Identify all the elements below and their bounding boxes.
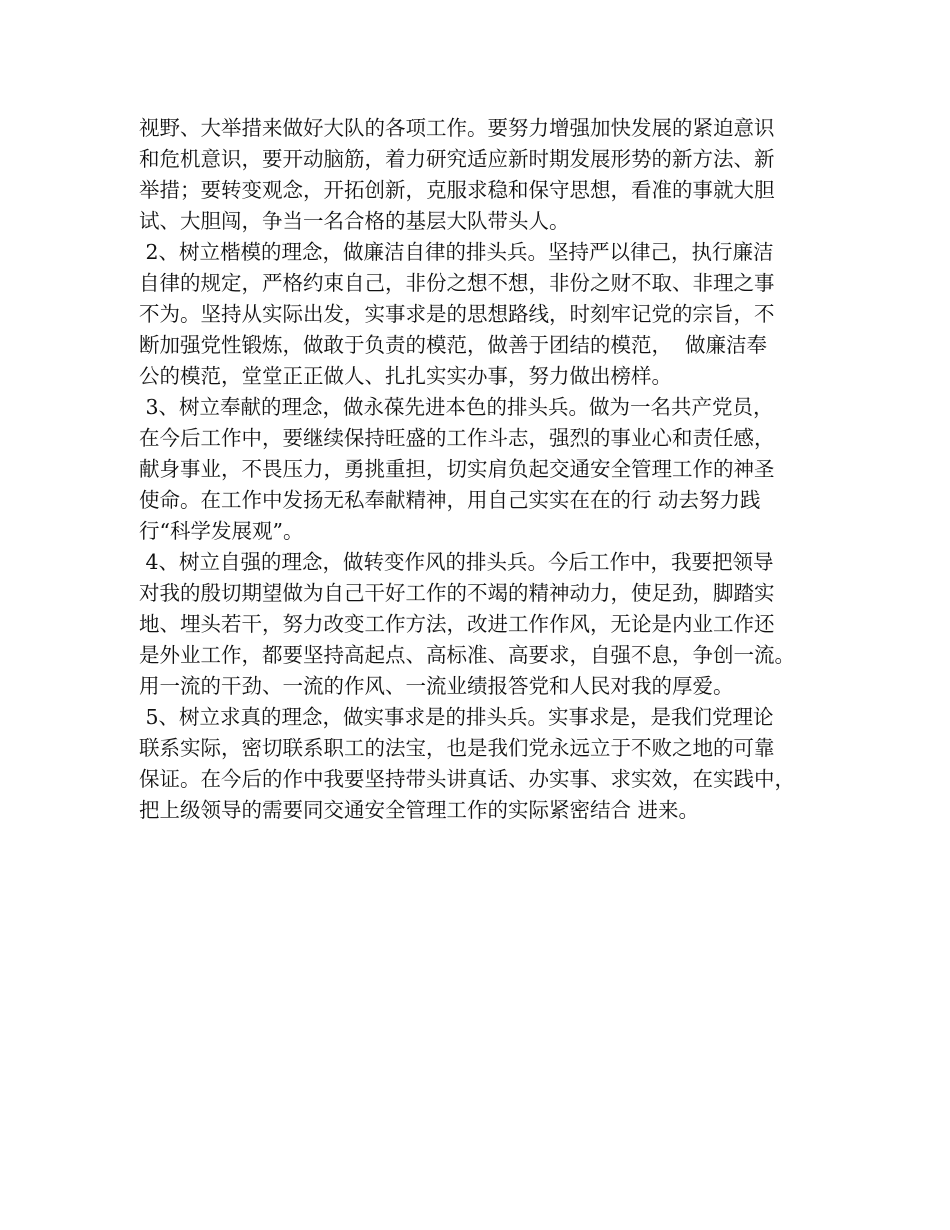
- text-line: 公的模范，堂堂正正做人、扎扎实实办事，努力做出榜样。: [139, 364, 672, 388]
- text-line: 联系实际，密切联系职工的法宝，也是我们党永远立于不败之地的可靠: [139, 736, 775, 760]
- text-line: 把上级领导的需要同交通安全管理工作的实际紧密结合 进来。: [139, 798, 700, 822]
- text-line: 献身事业，不畏压力，勇挑重担，切实肩负起交通安全管理工作的神圣: [139, 457, 775, 481]
- text-line: 2、树立楷模的理念，做廉洁自律的排头兵。坚持严以律己，执行廉洁: [139, 240, 774, 264]
- body-text: [139, 113, 839, 826]
- text-line: 用一流的干劲、一流的作风、一流业绩报答党和人民对我的厚爱。: [139, 674, 734, 698]
- text-line: 试、大胆闯，争当一名合格的基层大队带头人。: [139, 209, 570, 233]
- text-line: 5、树立求真的理念，做实事求是的排头兵。实事求是，是我们党理论: [139, 705, 774, 729]
- text-line: 行“科学发展观”。: [139, 519, 304, 543]
- text-line: 地、埋头若干，努力改变工作方法，改进工作作风，无论是内业工作还: [139, 612, 775, 636]
- text-line: 3、树立奉献的理念，做永葆先进本色的排头兵。做为一名共产党员，: [139, 395, 774, 419]
- text-line: 保证。在今后的作中我要坚持带头讲真话、办实事、求实效，在实践中，: [139, 767, 795, 791]
- text-line: 不为。坚持从实际出发，实事求是的思想路线，时刻牢记党的宗旨，不: [139, 302, 775, 326]
- text-line: 自律的规定，严格约束自己，非份之想不想，非份之财不取、非理之事: [139, 271, 775, 295]
- text-line: 举措；要转变观念，开拓创新，克服求稳和保守思想，看准的事就大胆: [139, 178, 775, 202]
- text-line: 视野、大举措来做好大队的各项工作。要努力增强加快发展的紧迫意识: [139, 116, 775, 140]
- text-line: 使命。在工作中发扬无私奉献精神，用自己实实在在的行 动去努力践: [139, 488, 761, 512]
- text-line: 在今后工作中，要继续保持旺盛的工作斗志，强烈的事业心和责任感，: [139, 426, 775, 450]
- text-line: 是外业工作，都要坚持高起点、高标准、高要求，自强不息，争创一流。: [139, 643, 795, 667]
- text-line: 对我的殷切期望做为自己干好工作的不竭的精神动力，使足劲，脚踏实: [139, 581, 775, 605]
- text-line: 和危机意识，要开动脑筋，着力研究适应新时期发展形势的新方法、新: [139, 147, 775, 171]
- text-line: 断加强党性锻炼，做敢于负责的模范，做善于团结的模范， 做廉洁奉: [139, 333, 768, 357]
- text-line: 4、树立自强的理念，做转变作风的排头兵。今后工作中，我要把领导: [139, 550, 774, 574]
